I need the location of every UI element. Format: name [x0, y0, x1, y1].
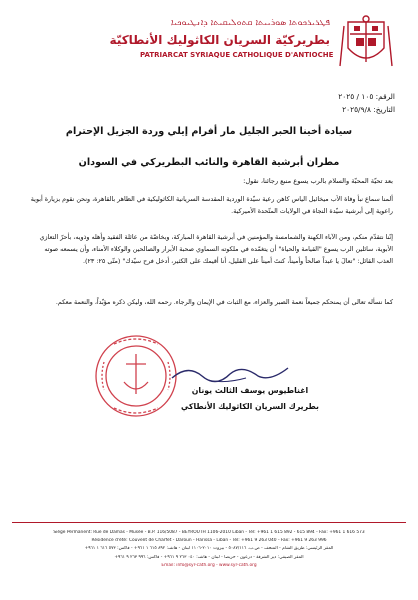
addressee-line-2: مطران أبرشية القاهرة والنائب البطريركي في السودان: [78, 157, 340, 168]
footer-address-ar-2: المقر الصيفي: دير الشرفة - درعون - حريصا - لبنان - هاتف: ٠٤٠ ٢٦٣ ٩ ٩٦١+ - فاكس: ٩٩٦ ٢٦٣ ٩ ٩٦١+: [114, 555, 304, 560]
addressee-line-1: سيادة أخينا الحبر الجليل مار أفرام إيلي وردة الجزيل الإحترام: [65, 126, 353, 137]
footer-divider: [12, 522, 406, 523]
paragraph-1: ألمنا سماع نبأ وفاة الأب ميخائيل الياس كاهن رعية سيّدة الوردية المقدسة السريانية الكاثوليكية في الظاهر بالقاهرة، ونحن نقوم بزيارة أبوية راعوية إلى أبرشية سيّدة النجاة في الولايات المتّحدة الأميركية.: [30, 196, 393, 215]
reference-number: الرقم: ١٠٥ / ٢٠٢٥: [338, 92, 395, 101]
patriarchal-crest-icon: [338, 14, 394, 72]
paragraph-3: كما نسأله تعالى أن يمنحكم جميعاً نعمة الصبر والعزاء، مع الثبات في الإيمان والرجاء. رحمه الله، وليكن ذكره مؤبّداً، والنعمة معكم.: [55, 299, 393, 306]
signer-name: اغناطيوس يوسف الثالث يونان: [191, 386, 309, 395]
greeting: بعد تحيّة المحبّة والسلام بالرب يسوع منبع رجائنا، نقول:: [243, 177, 393, 185]
header-syriac-line: ܦܛܪܝܪܟܘܬܐ ܣܘܪܝܝܬܐ ܩܬܘܠܝܩܝܬܐ ܕܐܢܛܝܘܟܝܐ: [170, 18, 330, 28]
footer-address-fr-1: Siège Permanent: Rue de Damas - Musée - B.P. 116/5087 - BEYROUTH 1106-2010 Liban - Tél: +961 1 615 892 - 615 894 - Fax: +961 1 616 573: [53, 530, 365, 535]
footer-contact: Email: info@syr-cath.org - www.syr-cath.org: [161, 563, 257, 568]
paragraph-2: إنّنا نتقدّم منكم، ومن الآباء الكهنة والشمامسة والمؤمنين في أبرشية القاهرة المباركة، وبخاصّة من عائلة الفقيد وأهله وذويه، بأحرّ التعازي الأبوية، سائلين الرب يسوع "القيامة والحياة" أن يتغمّده في ملكوته السماوي صحبة الأبرار والصالحين والوكلاء الأمناء، وأن يسمعه صوته العذب القائل: "تعالَ يا عبداً صالحاً وأميناً، كنتَ أميناً على القليل، أنا أقيمك على الكثير، أدخل فرح سيّدك" (متّى ٢٥: ٢٣).: [39, 234, 393, 265]
header-arabic-title: بطريركيّة السريان الكاثوليك الأنطاكيّة: [109, 33, 330, 47]
header-french-title: PATRIARCAT SYRIAQUE CATHOLIQUE D'ANTIOCHE: [140, 51, 334, 59]
handwritten-signature-icon: [168, 360, 292, 386]
signer-title: بطريرك السريان الكاثوليك الأنطاكي: [181, 402, 319, 411]
footer-address-ar-1: المقر الرئيسي: طريق الشام - المتحف - ص.ب. ٥٠٨٧/١١٦ - بيروت ٢٠١٠-١١٠٦ لبنان - هاتف: ٨٩٢ ٦١٥ ١ ٩٦١+ - فاكس: ٥٧٣ ٦١٦ ١ ٩٦١+: [84, 546, 334, 551]
footer-address-fr-2: Résidence d'été: Couvent de Charfet - Daroun - Harissa - Liban - Tél: +961 9 263 040 - Fax: +961 9 263 996: [91, 538, 327, 543]
letter-date: التاريخ: ٢٠٢٥/٩/٨: [342, 105, 395, 114]
